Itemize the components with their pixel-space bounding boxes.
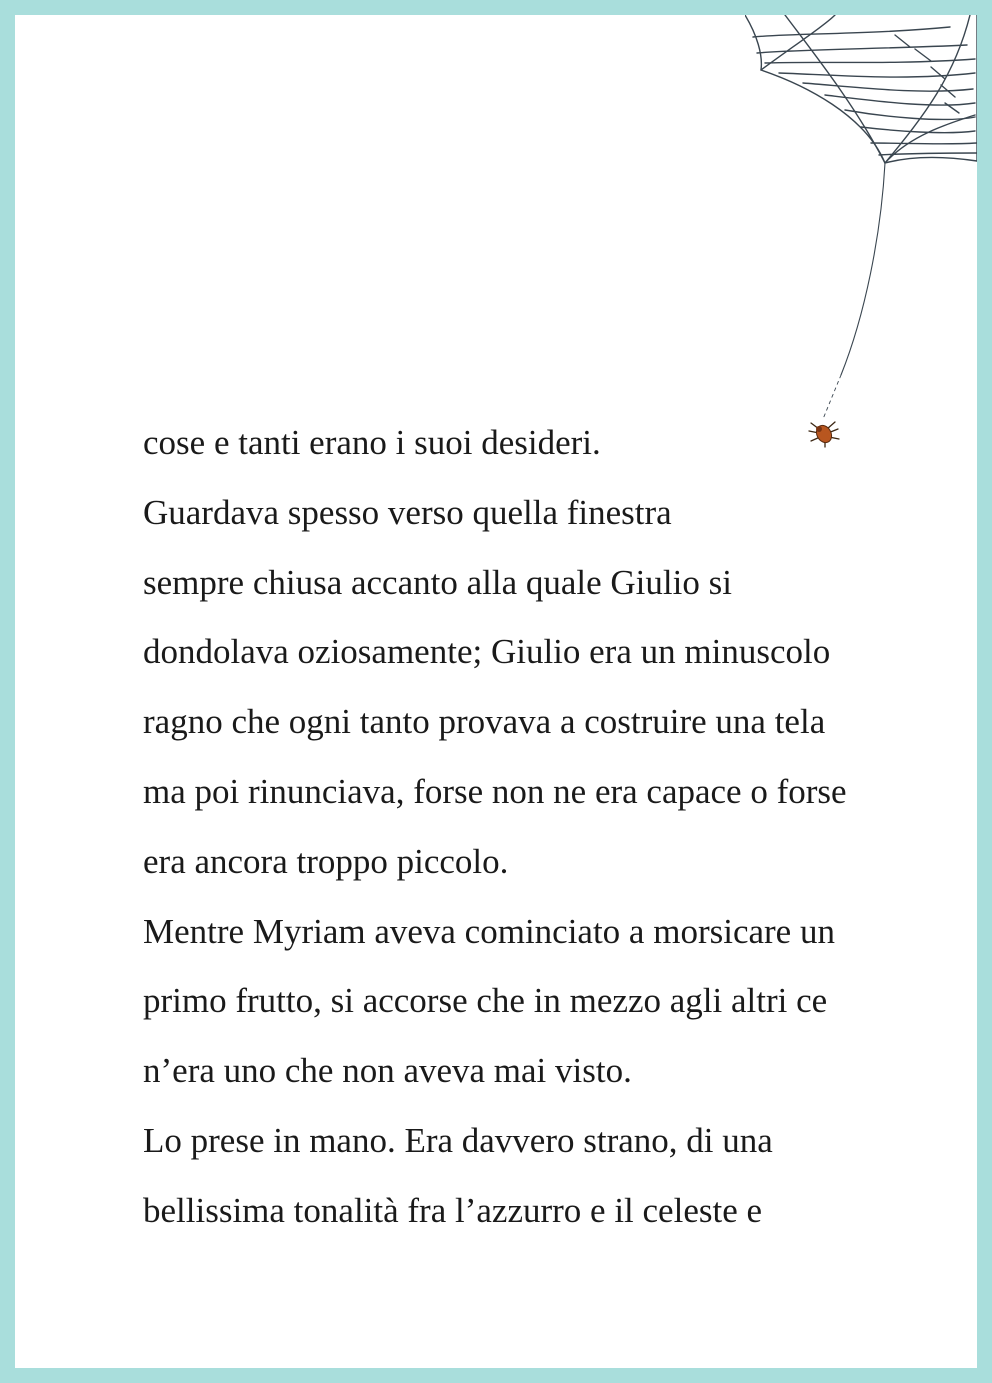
text-line: era ancora troppo piccolo. — [143, 841, 509, 881]
text-line: Mentre Myriam aveva cominciato a morsicare un — [143, 911, 835, 951]
story-text — [143, 423, 943, 1261]
spider-web-icon — [745, 15, 977, 455]
text-line: bellissima tonalità fra l’azzurro e il celeste e — [143, 1190, 763, 1230]
text-line: sempre chiusa accanto alla quale Giulio si — [143, 562, 732, 602]
text-line: Guardava spesso verso quella finestra — [143, 492, 672, 532]
text-line: primo frutto, si accorse che in mezzo agli altri ce — [143, 981, 828, 1021]
text-line: n’era uno che non aveva mai visto. — [143, 1051, 632, 1091]
text-line: ragno che ogni tanto provava a costruire una tela — [143, 702, 826, 742]
text-line: Lo prese in mano. Era davvero strano, di una — [143, 1120, 773, 1160]
text-line: ma poi rinunciava, forse non ne era capace o forse — [143, 771, 847, 811]
text-line: dondolava oziosamente; Giulio era un minuscolo — [143, 632, 831, 672]
text-line: cose e tanti erano i suoi desideri. — [143, 423, 601, 462]
book-page — [15, 15, 977, 1368]
